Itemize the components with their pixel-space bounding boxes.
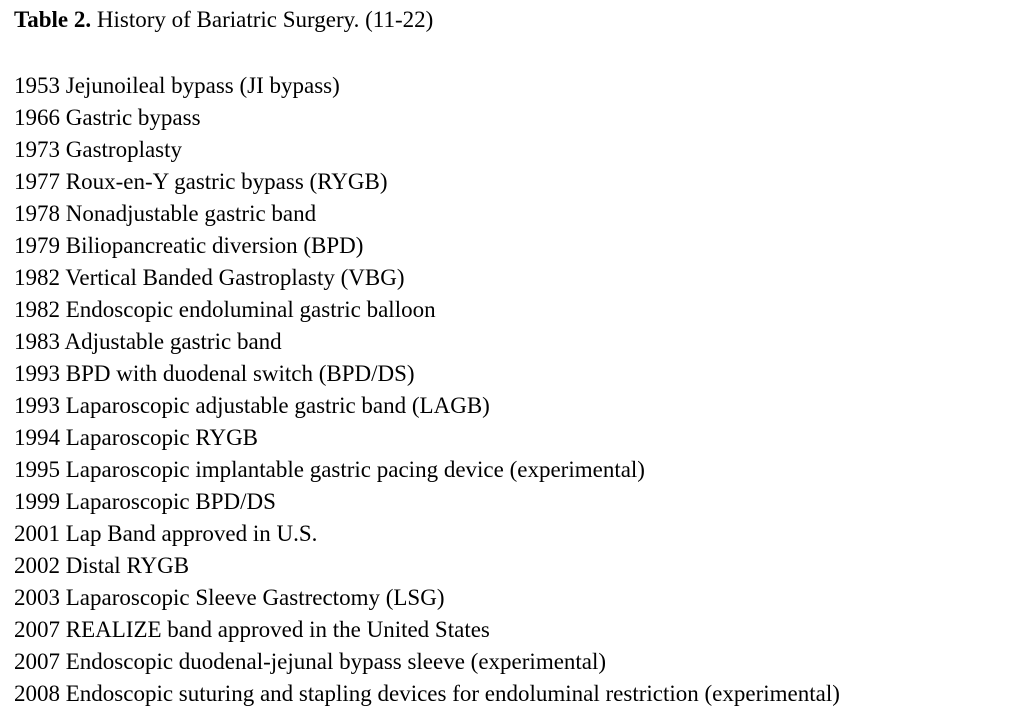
- history-row: [14, 454, 1019, 486]
- history-row: [14, 614, 1019, 646]
- row-event: Adjustable gastric band: [64, 329, 282, 354]
- row-event: Distal RYGB: [65, 553, 190, 578]
- row-event: Jejunoileal bypass (JI bypass): [65, 73, 340, 98]
- table-caption: [14, 4, 1019, 36]
- row-year: 1973: [14, 137, 60, 162]
- caption-spacer: [14, 36, 1019, 70]
- history-row: [14, 70, 1019, 102]
- row-year: 1953: [14, 73, 60, 98]
- row-event: Laparoscopic adjustable gastric band (LAGB): [65, 393, 490, 418]
- row-event: Laparoscopic Sleeve Gastrectomy (LSG): [65, 585, 445, 610]
- history-row: [14, 518, 1019, 550]
- history-row: [14, 262, 1019, 294]
- history-row: [14, 102, 1019, 134]
- row-year: 2003: [14, 585, 60, 610]
- history-row: [14, 230, 1019, 262]
- row-event: Lap Band approved in U.S.: [65, 521, 318, 546]
- row-year: 1983: [14, 329, 60, 354]
- row-year: 1999: [14, 489, 60, 514]
- row-event: Endoscopic duodenal-jejunal bypass sleeve (experimental): [65, 649, 607, 674]
- row-event: Endoscopic endoluminal gastric balloon: [65, 297, 436, 322]
- row-year: 1978: [14, 201, 60, 226]
- row-year: 2007: [14, 649, 60, 674]
- row-year: 1966: [14, 105, 60, 130]
- row-event: Gastroplasty: [65, 137, 183, 162]
- row-year: 1993: [14, 393, 60, 418]
- history-row: [14, 326, 1019, 358]
- row-year: 1994: [14, 425, 60, 450]
- history-row: [14, 294, 1019, 326]
- row-event: Endoscopic suturing and stapling devices for endoluminal restriction (experimental): [65, 681, 840, 706]
- table-label: Table 2.: [14, 7, 92, 32]
- row-event: REALIZE band approved in the United States: [65, 617, 490, 642]
- history-row: [14, 582, 1019, 614]
- history-row: [14, 166, 1019, 198]
- row-year: 2001: [14, 521, 60, 546]
- row-event: Laparoscopic RYGB: [65, 425, 259, 450]
- row-event: Nonadjustable gastric band: [65, 201, 317, 226]
- history-row: [14, 198, 1019, 230]
- row-event: Laparoscopic BPD/DS: [65, 489, 276, 514]
- row-year: 1982: [14, 265, 60, 290]
- row-year: 1977: [14, 169, 60, 194]
- row-year: 2008: [14, 681, 60, 706]
- row-year: 1982: [14, 297, 60, 322]
- row-event: Biliopancreatic diversion (BPD): [65, 233, 364, 258]
- history-list: [14, 70, 1019, 710]
- row-year: 2007: [14, 617, 60, 642]
- history-row: [14, 358, 1019, 390]
- table-title: History of Bariatric Surgery. (11-22): [96, 7, 434, 32]
- history-row: [14, 422, 1019, 454]
- history-row: [14, 550, 1019, 582]
- history-row: [14, 646, 1019, 678]
- history-row: [14, 390, 1019, 422]
- row-event: Laparoscopic implantable gastric pacing device (experimental): [65, 457, 645, 482]
- row-year: 1995: [14, 457, 60, 482]
- row-year: 2002: [14, 553, 60, 578]
- row-year: 1993: [14, 361, 60, 386]
- row-event: Gastric bypass: [65, 105, 201, 130]
- row-event: BPD with duodenal switch (BPD/DS): [65, 361, 415, 386]
- row-event: Vertical Banded Gastroplasty (VBG): [65, 265, 405, 290]
- history-row: [14, 134, 1019, 166]
- row-event: Roux-en-Y gastric bypass (RYGB): [65, 169, 388, 194]
- history-row: [14, 678, 1019, 710]
- document: [14, 4, 1019, 710]
- history-row: [14, 486, 1019, 518]
- row-year: 1979: [14, 233, 60, 258]
